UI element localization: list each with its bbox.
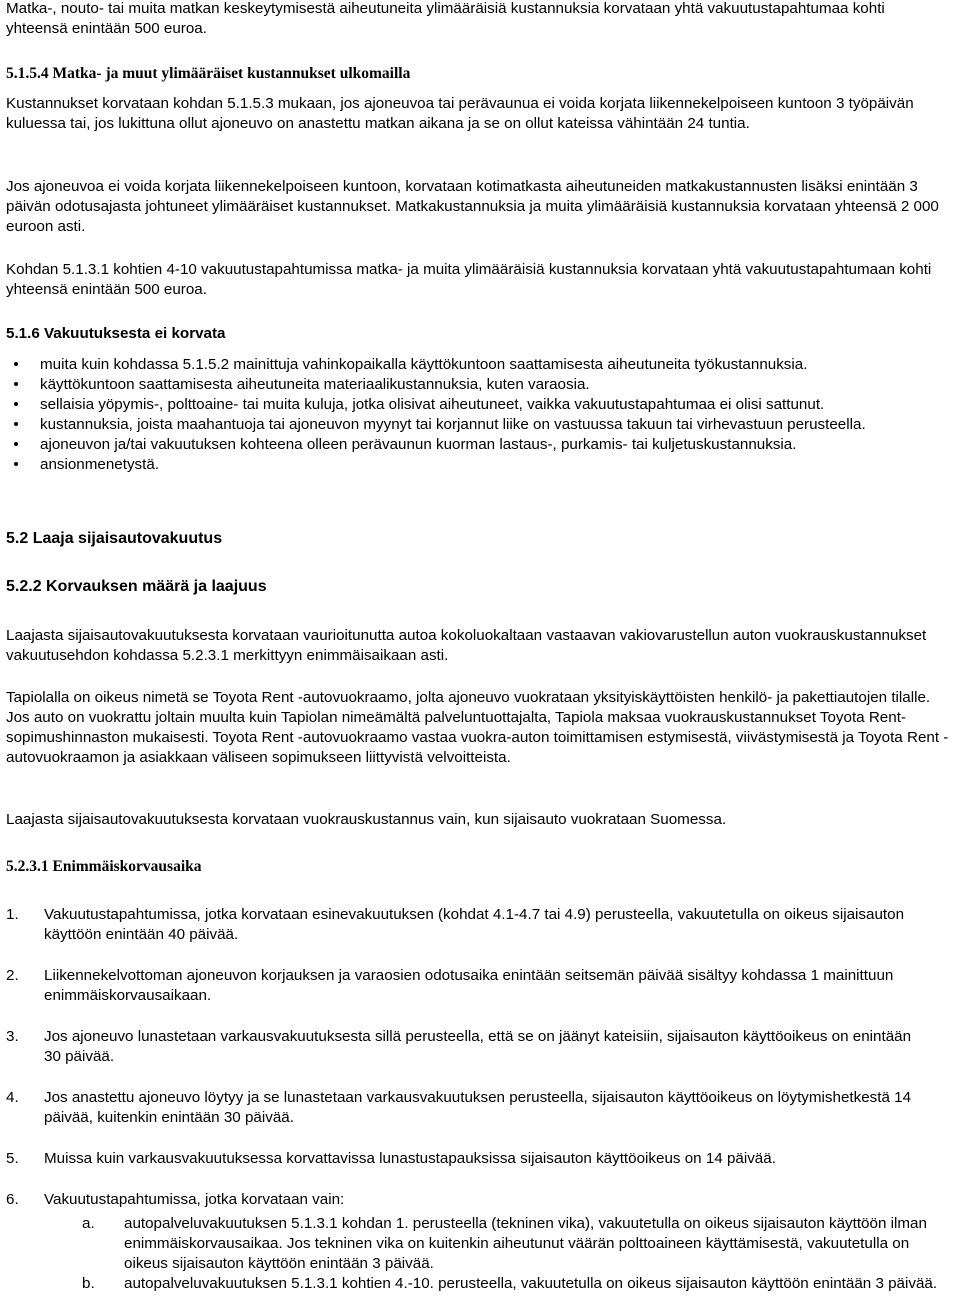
sub-list [6, 1214, 954, 1294]
heading-5-1-5-4: 5.1.5.4 Matka- ja muut ylimääräiset kustannukset ulkomailla [6, 65, 411, 82]
list-item: • muita kuin kohdassa 5.1.5.2 mainittuja vahinkopaikalla käyttökuntoon saattamisesta aiheutuneita työkustannuksia. [6, 355, 954, 375]
paragraph-travel-costs: Matka-, nouto- tai muita matkan keskeytymisestä aiheutuneita ylimääräisiä kustannuksia korvataan yhtä vakuutustapahtumaa kohti yhteensä enintään 500 euroa. [6, 0, 885, 37]
list-item: 4. Jos anastettu ajoneuvo löytyy ja se lunastetaan varkausvakuutuksen perusteella, sijaisauton käyttöoikeus on löytymishetkestä 14 päivää, kuitenkin enintään 30 päivää. [6, 1089, 912, 1126]
bullet-icon: • [13, 436, 19, 453]
list-item: • kustannuksia, joista maahantuoja tai ajoneuvon myynyt tai korjannut liike on vastuussa takuun tai virhevastuun perusteella. [6, 415, 954, 435]
list-item: • sellaisia yöpymis-, polttoaine- tai muita kuluja, jotka olisivat aiheutuneet, vaikka vakuutustapahtumaa ei olisi sattunut. [6, 395, 954, 415]
list-item: • ajoneuvon ja/tai vakuutuksen kohteena olleen perävaunun kuorman lastaus-, purkamis- tai kuljetuskustannuksia. [6, 435, 954, 455]
bullet-icon: • [13, 456, 19, 473]
paragraph-finland-only: Laajasta sijaisautovakuutuksesta korvataan vuokrauskustannus vain, kun sijaisauto vuokrataan Suomessa. [6, 811, 727, 828]
heading-5-2-2: 5.2.2 Korvauksen määrä ja laajuus [6, 578, 267, 595]
list-item: 5. Muissa kuin varkausvakuutuksessa korvattavissa lunastustapauksissa sijaisauton käyttöoikeus on 14 päivää. [6, 1150, 776, 1167]
bullet-icon: • [13, 416, 19, 433]
paragraph-abroad-limits: Jos ajoneuvoa ei voida korjata liikennekelpoiseen kuntoon, korvataan kotimatkasta aiheutuneiden matkakustannusten lisäksi enintään 3 päivän odotusajasta johtuneet ylimääräiset kustannukset. Matkakustannuksia ja muita ylimääräisiä kustannuksia korvataan yhteensä 2 000 euroon asti. [6, 178, 939, 235]
heading-5-2-3-1: 5.2.3.1 Enimmäiskorvausaika [6, 858, 202, 875]
max-period-list [6, 905, 926, 1210]
list-item: • käyttökuntoon saattamisesta aiheutuneita materiaalikustannuksia, kuten varaosia. [6, 375, 954, 395]
bullet-icon: • [13, 356, 19, 373]
exclusions-list [6, 355, 954, 475]
list-item: a. autopalveluvakuutuksen 5.1.3.1 kohdan 1. perusteella (tekninen vika), vakuutetulla on oikeus sijaisauton käyttöön ilman enimmäiskorvausaikaa. Jos tekninen vika on kuitenkin aiheutunut väärän polttoaineen käyttämisestä, vakuutetulla on oikeus sijaisauton käyttöön enintään 3 päivää. [82, 1215, 927, 1272]
paragraph-points-4-10: Kohdan 5.1.3.1 kohtien 4-10 vakuutustapahtumissa matka- ja muita ylimääräisiä kustannuksia korvataan yhtä vakuutustapahtumaan kohti yhteensä enintään 500 euroa. [6, 261, 932, 298]
paragraph-abroad-conditions: Kustannukset korvataan kohdan 5.1.5.3 mukaan, jos ajoneuvoa tai perävaunua ei voida korjata liikennekelpoiseen kuntoon 3 työpäivän kuluessa tai, jos lukittuna ollut ajoneuvo on anastettu matkan aikana ja se on ollut kateissa vähintään 24 tuntia. [6, 95, 914, 132]
list-item: 6. Vakuutustapahtumissa, jotka korvataan vain: [6, 1191, 345, 1208]
paragraph-compensation: Laajasta sijaisautovakuutuksesta korvataan vaurioitunutta autoa kokoluokaltaan vastaavan vakiovarustellun auton vuokrauskustannukset vakuutusehdon kohdassa 5.2.3.1 merkittyyn enimmäisaikaan asti. [6, 627, 927, 664]
paragraph-toyota-rent: Tapiolalla on oikeus nimetä se Toyota Rent -autovuokraamo, jolta ajoneuvo vuokrataan yksityiskäyttöisten henkilö- ja pakettiautojen tilalle. Jos auto on vuokrattu joltain muulta kuin Tapiolan nimeämältä palveluntuottajalta, Tapiola maksaa vuokrauskustannukset Toyota Rent-sopimushinnaston mukaisesti. Toyota Rent -autovuokraamo vastaa vuokra-auton toimittamisen estymisestä, viivästymisestä ja Toyota Rent -autovuokraamon ja asiakkaan väliseen sopimukseen liittyvistä velvoitteista. [6, 689, 949, 766]
heading-5-1-6: 5.1.6 Vakuutuksesta ei korvata [6, 325, 226, 342]
list-item: 1. Vakuutustapahtumissa, jotka korvataan esinevakuutuksen (kohdat 4.1-4.7 tai 4.9) perusteella, vakuutetulla on oikeus sijaisauton käyttöön enintään 40 päivää. [6, 906, 905, 943]
list-item: • ansionmenetystä. [6, 455, 954, 475]
bullet-icon: • [13, 376, 19, 393]
list-item: 3. Jos ajoneuvo lunastetaan varkausvakuutuksesta sillä perusteella, että se on jäänyt kateisiin, sijaisauton käyttöoikeus on enintään 30 päivää. [6, 1028, 912, 1065]
list-item: 2. Liikennekelvottoman ajoneuvon korjauksen ja varaosien odotusaika enintään seitsemän päivää sisältyy kohdassa 1 mainittuun enimmäiskorvausaikaan. [6, 967, 894, 1004]
heading-5-2: 5.2 Laaja sijaisautovakuutus [6, 530, 223, 547]
bullet-icon: • [13, 396, 19, 413]
list-item: b. autopalveluvakuutuksen 5.1.3.1 kohtien 4.-10. perusteella, vakuutetulla on oikeus sijaisauton käyttöön enintään 3 päivää. [82, 1275, 938, 1292]
